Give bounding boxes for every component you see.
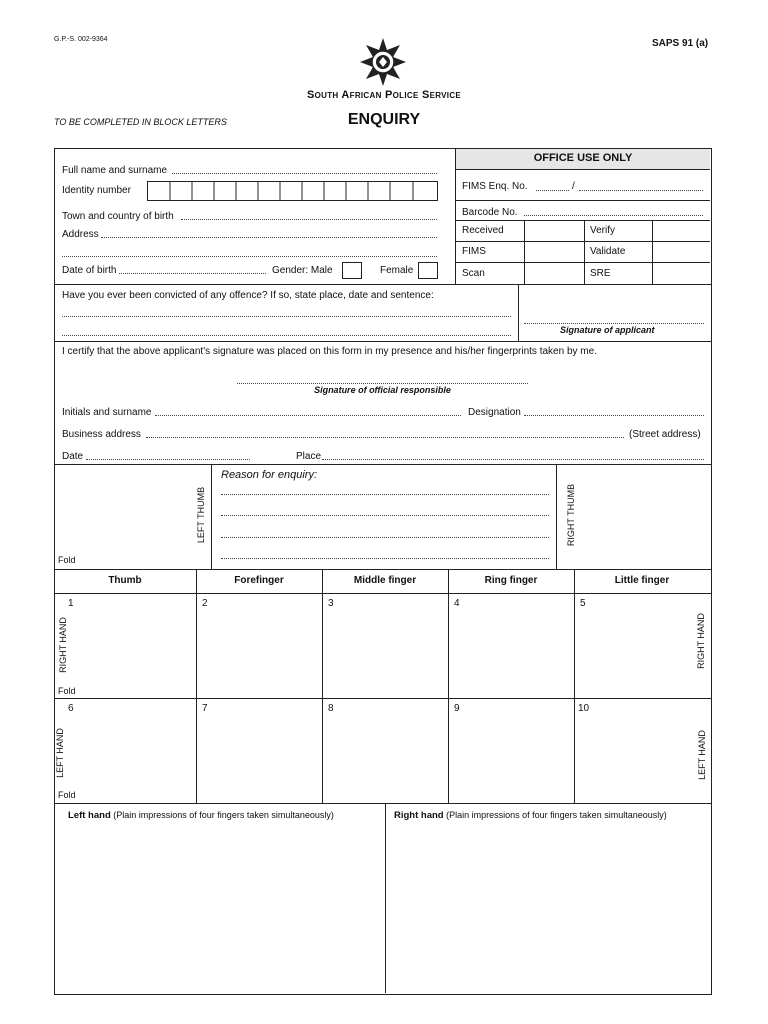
scan-label: Scan: [462, 268, 485, 279]
official-signature-label: Signature of official responsible: [314, 385, 451, 395]
town-country-label: Town and country of birth: [62, 211, 174, 222]
fims-enq-field-1[interactable]: [536, 190, 569, 191]
reason-label: Reason for enquiry:: [221, 469, 317, 481]
address-field-2[interactable]: [62, 256, 437, 257]
right-hand-plain-note: (Plain impressions of four fingers taken simultaneously): [446, 810, 667, 820]
fims-enq-sep: /: [572, 181, 575, 192]
place-field[interactable]: [322, 459, 704, 460]
conviction-field-2[interactable]: [62, 335, 511, 336]
official-signature-field[interactable]: [237, 383, 528, 384]
right-hand-plain-title: [394, 810, 667, 821]
barcode-field[interactable]: [524, 215, 703, 216]
finger-7-number: 7: [202, 703, 208, 714]
dob-field[interactable]: [119, 273, 266, 274]
gps-code: G.P.-S. 002-9364: [54, 36, 108, 43]
place-label: Place: [296, 451, 322, 462]
address-field-1[interactable]: [101, 237, 437, 238]
left-hand-plain-title: [68, 810, 334, 821]
header-forefinger: Forefinger: [234, 575, 284, 586]
reason-field-2[interactable]: [221, 515, 549, 516]
sre-label: SRE: [590, 268, 611, 279]
applicant-signature-field[interactable]: [524, 323, 704, 324]
business-address-field[interactable]: [146, 437, 624, 438]
fims-enq-field-2[interactable]: [579, 190, 703, 191]
gender-male-label: Gender: Male: [272, 265, 333, 276]
form-code: SAPS 91 (a): [652, 38, 709, 49]
reason-field-4[interactable]: [221, 558, 549, 559]
header-middle-finger: Middle finger: [353, 575, 417, 586]
reason-field-1[interactable]: [221, 494, 549, 495]
validate-label: Validate: [590, 246, 626, 257]
finger-1-number: 1: [68, 598, 74, 609]
left-hand-plain-bold: Left hand: [68, 810, 111, 821]
initials-label: Initials and surname: [62, 407, 152, 418]
address-label: Address: [62, 229, 99, 240]
saps-star-emblem-icon: [356, 36, 410, 88]
business-address-label: Business address: [62, 429, 141, 440]
town-country-field[interactable]: [181, 219, 437, 220]
fims-enq-label: FIMS Enq. No.: [462, 181, 528, 192]
right-hand-label-left: RIGHT HAND: [58, 617, 68, 673]
designation-label: Designation: [468, 407, 521, 418]
reason-field-3[interactable]: [221, 537, 549, 538]
finger-5-number: 5: [580, 598, 586, 609]
verify-label: Verify: [590, 225, 616, 236]
right-hand-label-right: RIGHT HAND: [696, 613, 706, 669]
barcode-label: Barcode No.: [462, 207, 518, 218]
left-hand-label-left: LEFT HAND: [55, 728, 65, 778]
block-letters-note: TO BE COMPLETED IN BLOCK LETTERS: [54, 117, 227, 127]
left-hand-fold-label: Fold: [58, 790, 76, 800]
finger-3-number: 3: [328, 598, 334, 609]
fims-label: FIMS: [462, 246, 486, 257]
designation-field[interactable]: [524, 415, 704, 416]
identity-label: Identity number: [62, 185, 131, 196]
left-hand-plain-note: (Plain impressions of four fingers taken simultaneously): [113, 810, 334, 820]
right-thumb-label: RIGHT THUMB: [566, 483, 576, 547]
header-ring-finger: Ring finger: [484, 575, 538, 586]
male-checkbox[interactable]: [342, 262, 362, 279]
left-thumb-label: LEFT THUMB: [196, 486, 206, 544]
date-label: Date: [62, 451, 84, 462]
certification-statement: I certify that the above applicant's signature was placed on this form in my presence and his/her fingerprints taken by me.: [62, 346, 597, 357]
finger-9-number: 9: [454, 703, 460, 714]
initials-field[interactable]: [155, 415, 461, 416]
header-little-finger: Little finger: [614, 575, 670, 586]
finger-10-number: 10: [578, 703, 590, 714]
female-label: Female: [380, 265, 414, 276]
header-thumb: Thumb: [108, 575, 142, 586]
finger-4-number: 4: [454, 598, 460, 609]
finger-2-number: 2: [202, 598, 208, 609]
date-field[interactable]: [86, 459, 250, 460]
thumb-fold-label: Fold: [58, 555, 76, 565]
conviction-question: Have you ever been convicted of any offence? If so, state place, date and sentence:: [62, 290, 434, 301]
applicant-signature-label: Signature of applicant: [560, 325, 655, 335]
left-hand-label-right: LEFT HAND: [697, 730, 707, 780]
dob-label: Date of birth: [62, 265, 117, 276]
right-hand-fold-label: Fold: [58, 686, 76, 696]
street-address-note: (Street address): [629, 429, 701, 440]
female-checkbox[interactable]: [418, 262, 438, 279]
org-name: South African Police Service: [306, 89, 462, 101]
conviction-field-1[interactable]: [62, 316, 511, 317]
received-label: Received: [462, 225, 504, 236]
full-name-field[interactable]: [172, 173, 437, 174]
office-use-title: OFFICE USE ONLY: [533, 152, 633, 164]
identity-number-boxes[interactable]: [147, 181, 438, 201]
finger-8-number: 8: [328, 703, 334, 714]
right-hand-plain-bold: Right hand: [394, 810, 444, 821]
form-title: ENQUIRY: [347, 111, 421, 128]
full-name-label: Full name and surname: [62, 165, 168, 176]
finger-6-number: 6: [68, 703, 74, 714]
